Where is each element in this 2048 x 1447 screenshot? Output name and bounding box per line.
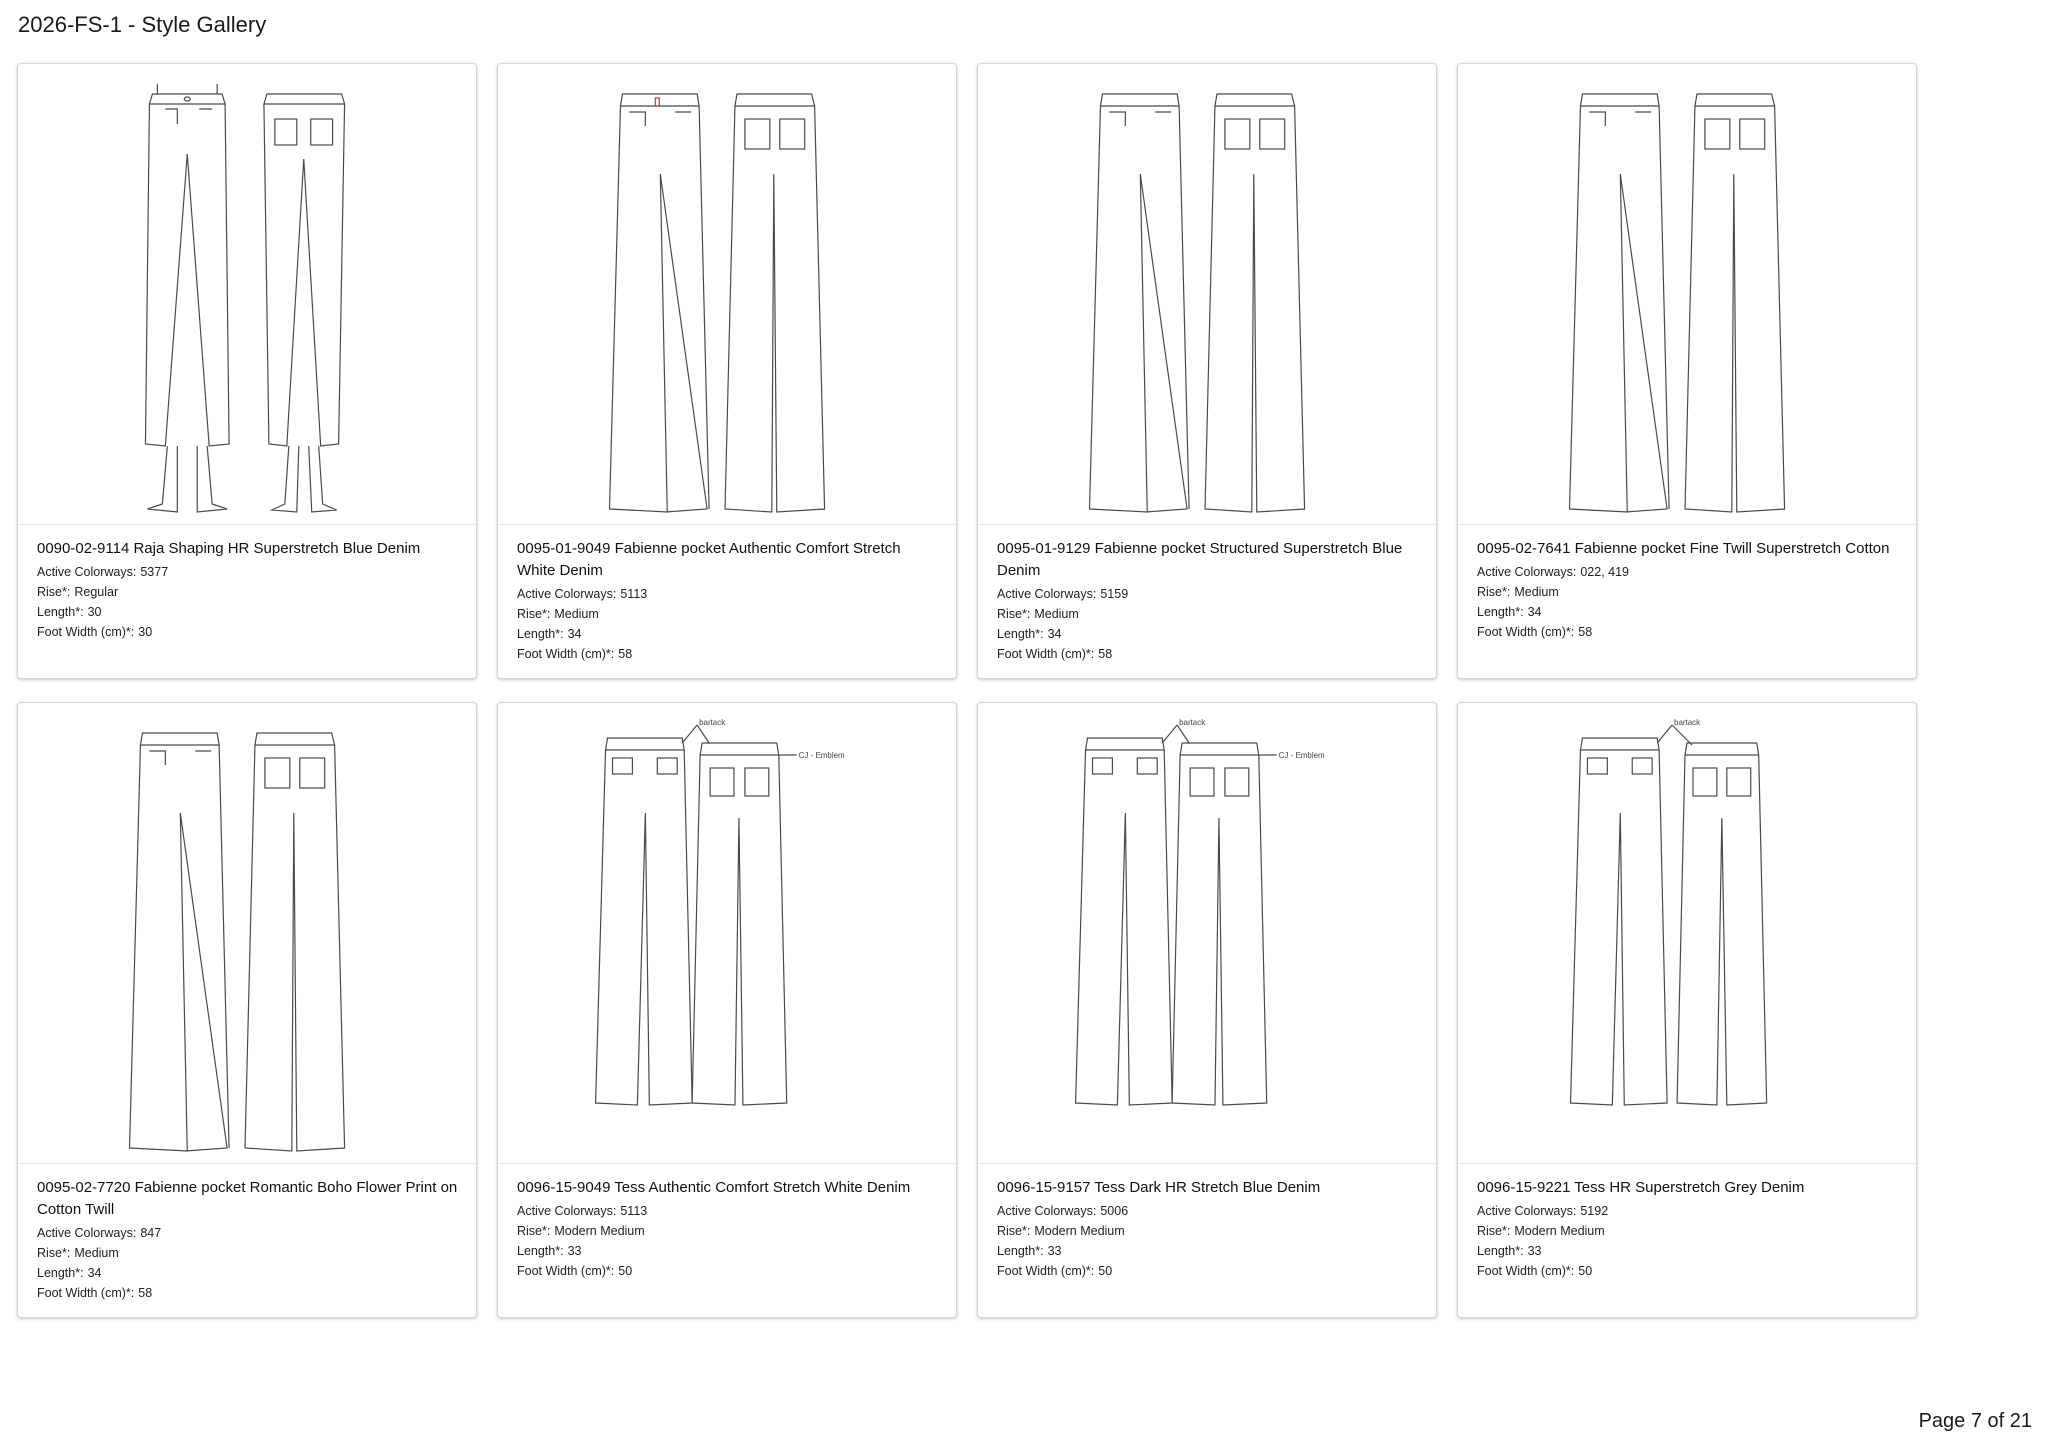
style-name[interactable]: 0095-01-9129 Fabienne pocket Structured Superstretch Blue Denim: [997, 540, 1403, 579]
length-value: 34: [567, 627, 582, 641]
style-name[interactable]: 0095-02-7641 Fabienne pocket Fine Twill Superstretch Cotton: [1477, 540, 1890, 557]
style-colorways: [517, 1201, 940, 1221]
style-length: [997, 1241, 1420, 1261]
length-value: 33: [567, 1244, 582, 1258]
foot-width-label: Foot Width (cm)*:: [997, 647, 1095, 661]
colorways-value: 022, 419: [1580, 565, 1630, 579]
style-name[interactable]: 0096-15-9221 Tess HR Superstretch Grey Denim: [1477, 1179, 1805, 1196]
style-rise: [1477, 582, 1900, 602]
rise-label: Rise*:: [1477, 1224, 1511, 1238]
colorways-label: Active Colorways:: [1477, 1204, 1577, 1218]
page-indicator: Page 7 of 21: [1918, 1410, 2032, 1432]
technical-sketch: [978, 64, 1436, 525]
colorways-label: Active Colorways:: [37, 1226, 137, 1240]
style-name[interactable]: 0096-15-9157 Tess Dark HR Stretch Blue Denim: [997, 1179, 1321, 1196]
bartack-annotation: bartack: [1179, 717, 1206, 728]
style-foot-width: [1477, 1261, 1900, 1281]
style-colorways: [517, 584, 940, 604]
length-value: 34: [1527, 605, 1542, 619]
foot-width-label: Foot Width (cm)*:: [1477, 625, 1575, 639]
technical-sketch: [498, 64, 956, 525]
style-length: [37, 1263, 460, 1283]
length-value: 33: [1527, 1244, 1542, 1258]
length-label: Length*:: [37, 605, 84, 619]
style-card[interactable]: [1457, 702, 1917, 1318]
length-label: Length*:: [517, 627, 564, 641]
colorways-value: 847: [140, 1226, 162, 1240]
style-rise: [1477, 1221, 1900, 1241]
length-value: 34: [87, 1266, 102, 1280]
style-colorways: [37, 562, 460, 582]
technical-sketch: [978, 703, 1436, 1164]
colorways-value: 5159: [1100, 587, 1129, 601]
length-label: Length*:: [997, 1244, 1044, 1258]
colorways-value: 5192: [1580, 1204, 1609, 1218]
style-rise: [997, 604, 1420, 624]
style-name[interactable]: 0090-02-9114 Raja Shaping HR Superstretch Blue Denim: [37, 540, 421, 557]
colorways-label: Active Colorways:: [997, 1204, 1097, 1218]
style-colorways: [997, 1201, 1420, 1221]
length-label: Length*:: [1477, 1244, 1524, 1258]
foot-width-label: Foot Width (cm)*:: [517, 647, 615, 661]
emblem-annotation: CJ - Emblem: [1278, 750, 1325, 761]
rise-label: Rise*:: [997, 1224, 1031, 1238]
style-card[interactable]: [497, 63, 957, 679]
style-foot-width: [37, 1283, 460, 1303]
colorways-label: Active Colorways:: [517, 587, 617, 601]
style-foot-width: [997, 644, 1420, 664]
colorways-value: 5113: [620, 1204, 648, 1218]
colorways-label: Active Colorways:: [37, 565, 137, 579]
foot-width-label: Foot Width (cm)*:: [517, 1264, 615, 1278]
foot-width-value: 58: [1098, 647, 1113, 661]
style-name[interactable]: 0096-15-9049 Tess Authentic Comfort Stretch White Denim: [517, 1179, 911, 1196]
style-rise: [37, 582, 460, 602]
colorways-label: Active Colorways:: [997, 587, 1097, 601]
rise-value: Medium: [554, 607, 599, 621]
colorways-value: 5377: [140, 565, 169, 579]
colorways-label: Active Colorways:: [517, 1204, 617, 1218]
foot-width-label: Foot Width (cm)*:: [997, 1264, 1095, 1278]
page-title: 2026-FS-1 - Style Gallery: [18, 12, 267, 37]
style-rise: [37, 1243, 460, 1263]
length-value: 33: [1047, 1244, 1062, 1258]
style-gallery-grid: [17, 63, 1917, 1318]
foot-width-label: Foot Width (cm)*:: [37, 625, 135, 639]
style-length: [517, 1241, 940, 1261]
style-length: [1477, 602, 1900, 622]
length-label: Length*:: [1477, 605, 1524, 619]
rise-label: Rise*:: [37, 585, 71, 599]
foot-width-value: 50: [618, 1264, 633, 1278]
technical-sketch: [1458, 64, 1916, 525]
style-card[interactable]: [497, 702, 957, 1318]
style-name[interactable]: 0095-01-9049 Fabienne pocket Authentic Comfort Stretch White Denim: [517, 540, 901, 579]
rise-value: Modern Medium: [1514, 1224, 1605, 1238]
colorways-label: Active Colorways:: [1477, 565, 1577, 579]
rise-label: Rise*:: [517, 607, 551, 621]
technical-sketch: [1458, 703, 1916, 1164]
style-colorways: [997, 584, 1420, 604]
style-card[interactable]: [977, 63, 1437, 679]
rise-value: Medium: [1514, 585, 1559, 599]
foot-width-value: 58: [1578, 625, 1593, 639]
style-length: [1477, 1241, 1900, 1261]
style-rise: [517, 604, 940, 624]
style-colorways: [37, 1223, 460, 1243]
rise-value: Medium: [74, 1246, 119, 1260]
style-card[interactable]: [977, 702, 1437, 1318]
style-card[interactable]: [17, 63, 477, 679]
style-foot-width: [517, 644, 940, 664]
length-label: Length*:: [37, 1266, 84, 1280]
style-foot-width: [517, 1261, 940, 1281]
rise-value: Modern Medium: [1034, 1224, 1125, 1238]
style-name[interactable]: 0095-02-7720 Fabienne pocket Romantic Boho Flower Print on Cotton Twill: [37, 1179, 458, 1218]
style-length: [37, 602, 460, 622]
style-length: [517, 624, 940, 644]
rise-value: Medium: [1034, 607, 1079, 621]
length-value: 34: [1047, 627, 1062, 641]
style-length: [997, 624, 1420, 644]
style-card[interactable]: [17, 702, 477, 1318]
style-colorways: [1477, 562, 1900, 582]
style-foot-width: [997, 1261, 1420, 1281]
rise-label: Rise*:: [997, 607, 1031, 621]
emblem-annotation: CJ - Emblem: [798, 750, 845, 761]
technical-sketch: [498, 703, 956, 1164]
foot-width-value: 58: [618, 647, 633, 661]
colorways-value: 5006: [1100, 1204, 1129, 1218]
foot-width-value: 50: [1578, 1264, 1593, 1278]
rise-label: Rise*:: [37, 1246, 71, 1260]
style-card[interactable]: [1457, 63, 1917, 679]
length-label: Length*:: [997, 627, 1044, 641]
length-label: Length*:: [517, 1244, 564, 1258]
foot-width-value: 58: [138, 1286, 153, 1300]
technical-sketch: [18, 703, 476, 1164]
foot-width-value: 50: [1098, 1264, 1113, 1278]
rise-label: Rise*:: [1477, 585, 1511, 599]
style-foot-width: [37, 622, 460, 642]
style-rise: [997, 1221, 1420, 1241]
foot-width-value: 30: [138, 625, 153, 639]
foot-width-label: Foot Width (cm)*:: [37, 1286, 135, 1300]
bartack-annotation: bartack: [699, 717, 726, 728]
rise-value: Regular: [74, 585, 119, 599]
technical-sketch: [18, 64, 476, 525]
foot-width-label: Foot Width (cm)*:: [1477, 1264, 1575, 1278]
length-value: 30: [87, 605, 102, 619]
style-rise: [517, 1221, 940, 1241]
rise-value: Modern Medium: [554, 1224, 645, 1238]
bartack-annotation: bartack: [1674, 717, 1701, 728]
colorways-value: 5113: [620, 587, 648, 601]
style-foot-width: [1477, 622, 1900, 642]
style-colorways: [1477, 1201, 1900, 1221]
rise-label: Rise*:: [517, 1224, 551, 1238]
